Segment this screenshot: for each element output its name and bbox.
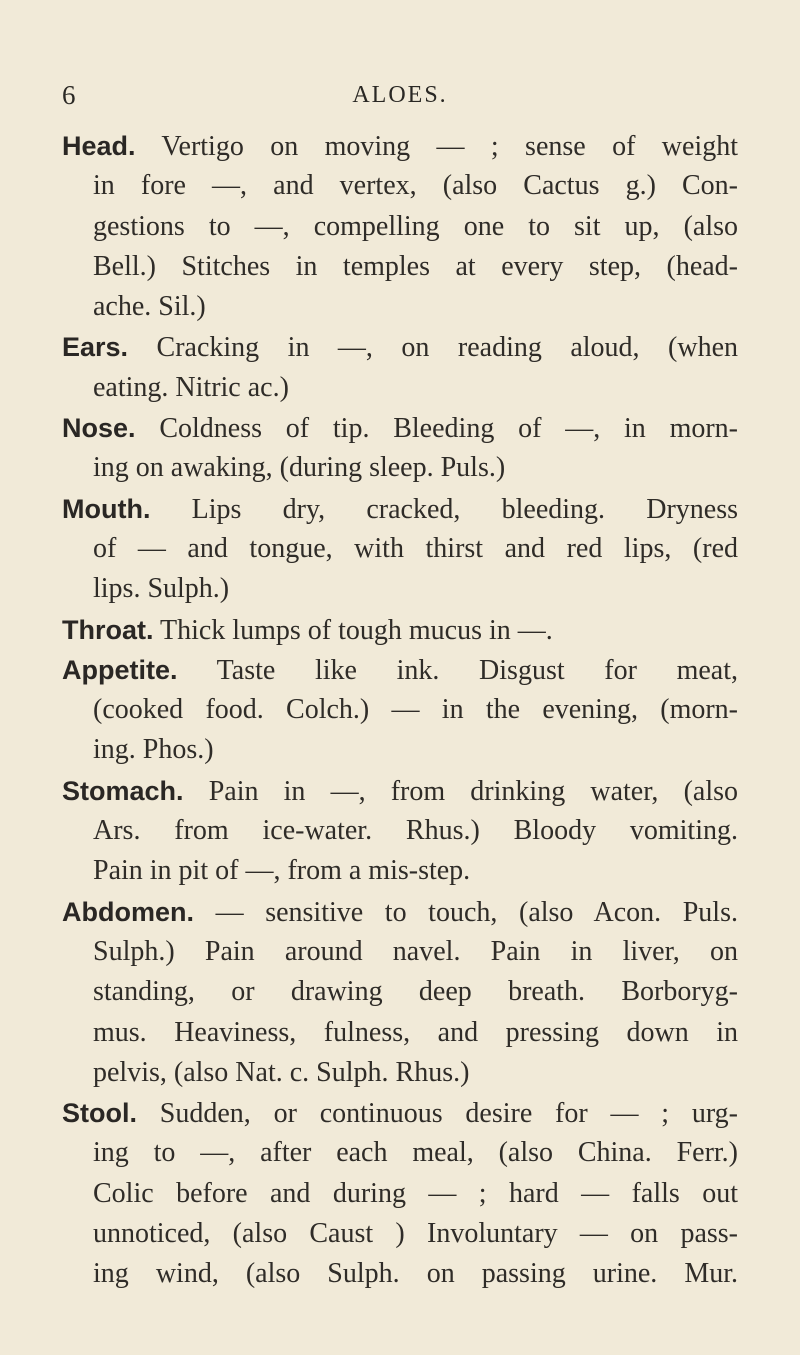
line-text: of — and tongue, with thirst and red lips, (red	[93, 532, 738, 564]
text-line	[62, 166, 738, 206]
text-line	[62, 207, 738, 247]
line-text: Lips dry, cracked, bleeding. Dryness	[150, 493, 738, 525]
text-line	[62, 972, 738, 1012]
line-text: ing on awaking, (during sleep. Puls.)	[93, 452, 506, 484]
text-line	[62, 327, 738, 367]
line-text: Thick lumps of tough mucus in —.	[153, 614, 553, 646]
line-text: eating. Nitric ac.)	[93, 371, 289, 403]
text-line	[62, 448, 738, 488]
line-text: Colic before and during — ; hard — falls out	[93, 1177, 738, 1209]
text-line	[62, 932, 738, 972]
line-text: mus. Heaviness, fulness, and pressing down in	[93, 1016, 738, 1048]
line-text: Sudden, or continuous desire for — ; urg-	[137, 1098, 738, 1130]
section-heading: Abdomen.	[62, 896, 194, 927]
line-text: ache. Sil.)	[93, 291, 206, 323]
text-line	[62, 811, 738, 851]
section-heading: Ears.	[62, 332, 129, 363]
line-text: standing, or drawing deep breath. Borboryg-	[93, 976, 738, 1008]
line-text: Taste like ink. Disgust for meat,	[177, 654, 738, 686]
running-head	[62, 80, 730, 116]
line-text: ing. Phos.)	[93, 734, 214, 766]
text-line	[62, 892, 738, 932]
body-text	[62, 126, 738, 1295]
section-heading: Stomach.	[62, 775, 184, 806]
line-text: unnoticed, (also Caust ) Involuntary — on pass-	[93, 1218, 738, 1250]
line-text: (cooked food. Colch.) — in the evening, (morn-	[93, 694, 738, 726]
text-line	[62, 287, 738, 327]
line-text: in fore —, and vertex, (also Cactus g.) Con-	[93, 170, 738, 202]
line-text: — sensitive to touch, (also Acon. Puls.	[194, 896, 738, 928]
text-line	[62, 851, 738, 891]
line-text: gestions to —, compelling one to sit up, (also	[93, 210, 738, 242]
text-line	[62, 126, 738, 166]
page-number: 6	[62, 80, 76, 110]
section-heading: Head.	[62, 131, 136, 161]
text-line	[62, 1053, 738, 1093]
text-line	[62, 489, 738, 529]
text-line	[62, 408, 738, 448]
line-text: lips. Sulph.)	[93, 573, 230, 605]
line-text: pelvis, (also Nat. c. Sulph. Rhus.)	[93, 1056, 470, 1088]
section-heading: Stool.	[62, 1098, 137, 1129]
text-line	[62, 690, 738, 730]
line-text: ing wind, (also Sulph. on passing urine. Mur.	[93, 1258, 738, 1290]
text-line	[62, 529, 738, 569]
text-line	[62, 1093, 738, 1133]
line-text: Vertigo on moving — ; sense of weight	[135, 131, 738, 162]
running-title: ALOES.	[352, 82, 448, 108]
line-text: Coldness of tip. Bleeding of —, in morn-	[135, 413, 738, 445]
line-text: Ars. from ice-water. Rhus.) Bloody vomiting.	[93, 815, 738, 847]
line-text: Pain in —, from drinking water, (also	[183, 775, 738, 807]
text-line	[62, 1174, 738, 1214]
section-heading: Throat.	[62, 614, 154, 645]
text-line	[62, 1214, 738, 1254]
section-heading: Mouth.	[62, 493, 151, 524]
text-line	[62, 1254, 738, 1294]
section-heading: Appetite.	[62, 654, 178, 685]
line-text: Cracking in —, on reading aloud, (when	[128, 332, 738, 364]
line-text: Sulph.) Pain around navel. Pain in liver, on	[93, 935, 738, 967]
text-line	[62, 569, 738, 609]
text-line	[62, 368, 738, 408]
section-heading: Nose.	[62, 413, 136, 444]
text-line	[62, 247, 738, 287]
text-line	[62, 650, 738, 690]
line-text: ing to —, after each meal, (also China. Ferr.)	[93, 1137, 738, 1169]
text-line	[62, 730, 738, 770]
line-text: Pain in pit of —, from a mis-step.	[93, 855, 471, 887]
text-line	[62, 1013, 738, 1053]
line-text: Bell.) Stitches in temples at every step, (head-	[93, 250, 738, 282]
text-line	[62, 771, 738, 811]
text-line	[62, 610, 738, 650]
text-line	[62, 1133, 738, 1173]
